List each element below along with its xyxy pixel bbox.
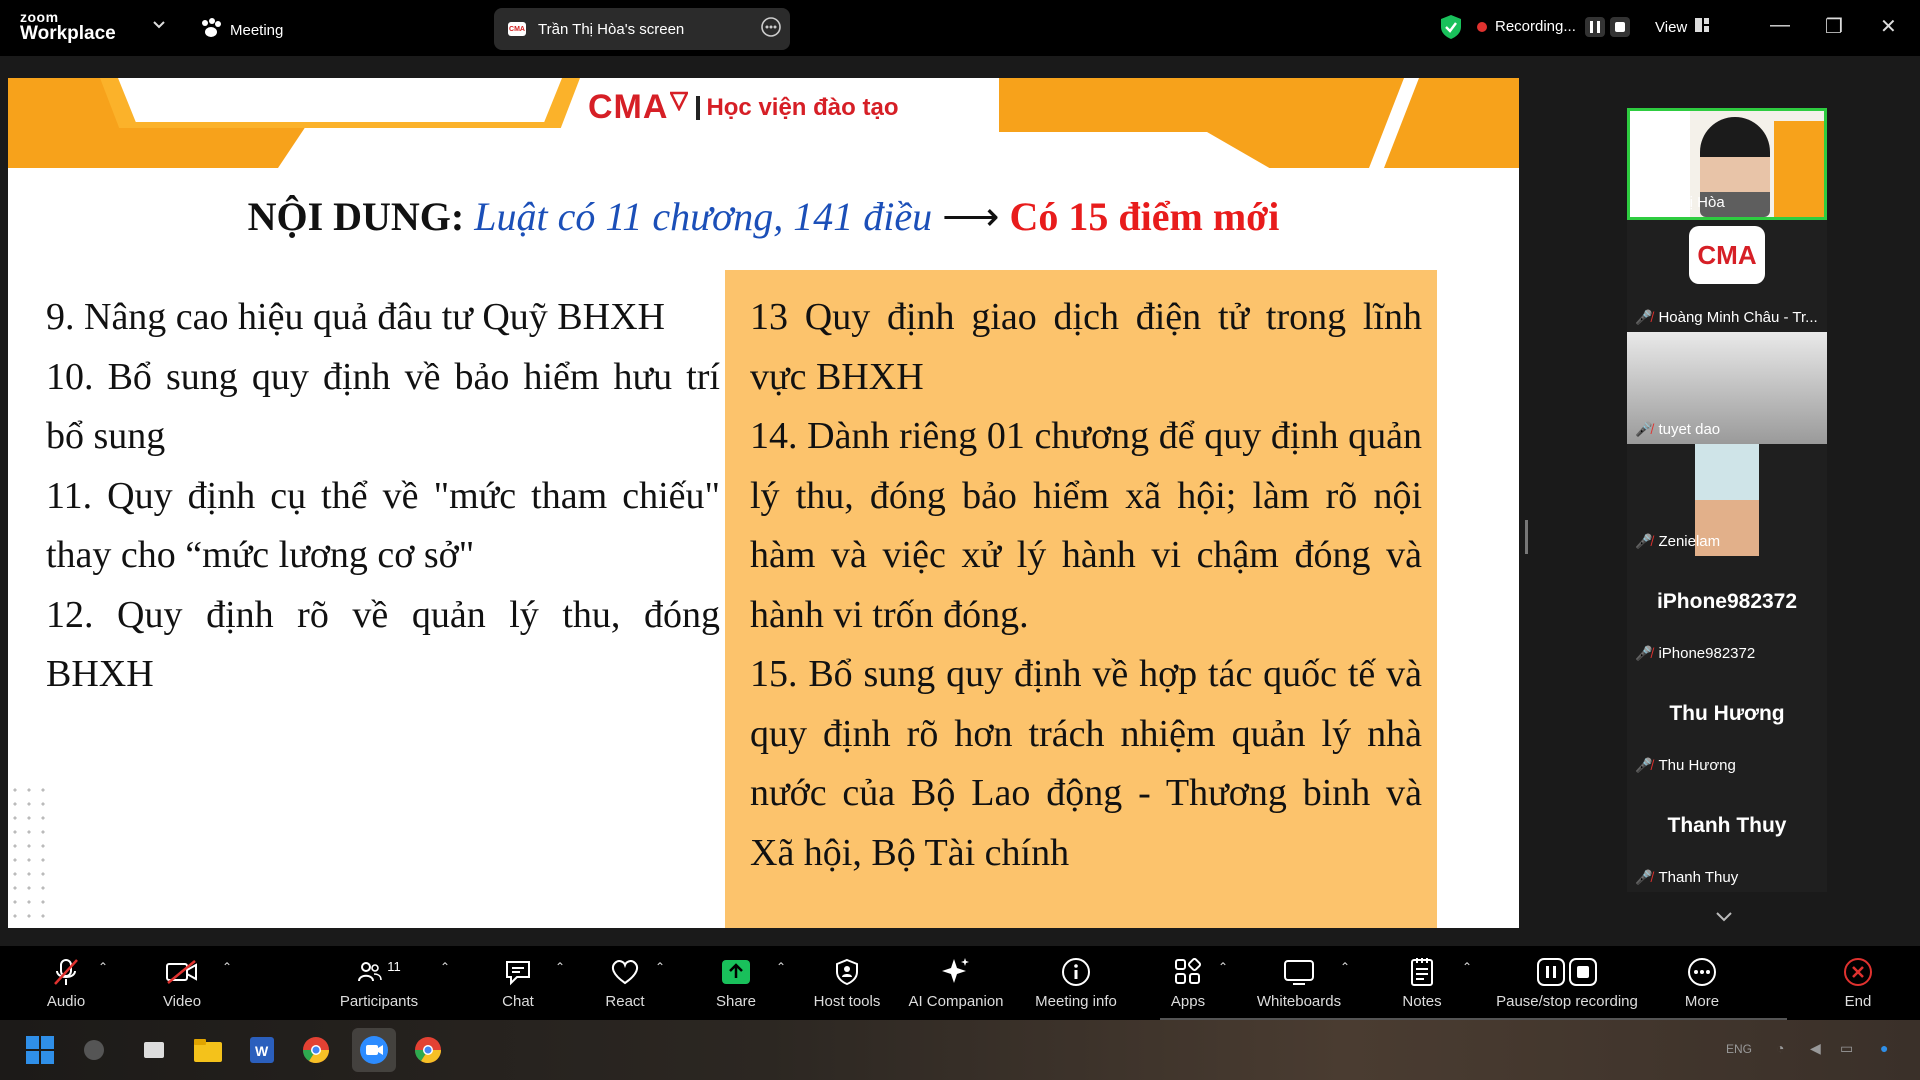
react-button[interactable] bbox=[605, 946, 645, 1020]
pause-recording-label: Pause/stop recording bbox=[1496, 992, 1638, 1010]
host-tools-label: Host tools bbox=[813, 992, 881, 1010]
slide-point: 14. Dành riêng 01 chương để quy định quản lý thu, đóng bảo hiểm xã hội; làm rõ nội hàm và việc xử lý hành vi chậm đóng và hành vi trốn đóng. bbox=[750, 415, 1422, 636]
info-icon bbox=[1061, 957, 1091, 987]
share-button[interactable] bbox=[716, 946, 756, 1020]
notes-options-caret-icon[interactable]: ⌃ bbox=[1462, 960, 1473, 974]
audio-label: Audio bbox=[46, 992, 86, 1010]
host-tools-button[interactable] bbox=[812, 946, 882, 1020]
apps-button[interactable] bbox=[1168, 946, 1208, 1020]
audio-button[interactable] bbox=[40, 946, 92, 1020]
participant-display-name: Thanh Thuy bbox=[1667, 814, 1787, 837]
notes-label: Notes bbox=[1402, 992, 1442, 1010]
decorative-dots bbox=[8, 783, 48, 923]
video-off-icon bbox=[165, 957, 199, 987]
whiteboards-button[interactable] bbox=[1256, 946, 1342, 1020]
panel-resize-handle[interactable] bbox=[1525, 520, 1528, 554]
shared-slide bbox=[8, 78, 1519, 928]
chat-button[interactable] bbox=[500, 946, 536, 1020]
chat-icon bbox=[504, 957, 532, 987]
ai-companion-label: AI Companion bbox=[908, 992, 1004, 1010]
pause-recording-icon[interactable] bbox=[1585, 17, 1605, 37]
slide-right-column bbox=[750, 288, 1422, 883]
participant-tile-active[interactable] bbox=[1627, 108, 1827, 220]
apps-label: Apps bbox=[1170, 992, 1206, 1010]
share-screen-icon bbox=[721, 957, 751, 987]
video-thumbnail bbox=[1774, 121, 1824, 217]
word-icon[interactable] bbox=[246, 1034, 278, 1066]
logo-line2: Workplace bbox=[20, 23, 116, 44]
minimize-icon[interactable]: — bbox=[1770, 14, 1790, 36]
participant-tile[interactable] bbox=[1627, 444, 1827, 556]
participant-name: 🎤̸ Zenielam bbox=[1635, 533, 1721, 550]
audio-options-caret-icon[interactable]: ⌃ bbox=[98, 960, 109, 974]
more-button[interactable] bbox=[1680, 946, 1724, 1020]
participant-name: 🎤̸ iPhone982372 bbox=[1635, 645, 1756, 662]
slide-band-right bbox=[999, 78, 1519, 168]
mic-muted-icon: 🎤̸ bbox=[1635, 757, 1653, 773]
share-label: Share bbox=[715, 992, 757, 1010]
scroll-down-chevron-icon[interactable] bbox=[1715, 906, 1733, 929]
participant-tile[interactable] bbox=[1627, 668, 1827, 780]
participants-button[interactable] bbox=[338, 946, 420, 1020]
more-options-icon[interactable] bbox=[760, 16, 782, 42]
meeting-info-label: Meeting info bbox=[1035, 992, 1117, 1010]
meeting-menu-button[interactable] bbox=[200, 18, 283, 42]
avatar: CMA bbox=[1689, 226, 1765, 284]
notification-icon[interactable]: ● bbox=[1880, 1040, 1889, 1056]
slide-point: 13 Quy định giao dịch điện tử trong lĩnh vực BHXH bbox=[750, 296, 1422, 398]
logo-separator bbox=[696, 96, 700, 120]
file-explorer-icon[interactable] bbox=[192, 1034, 224, 1066]
windows-taskbar bbox=[0, 1020, 1920, 1080]
notes-icon bbox=[1409, 957, 1435, 987]
zoom-workplace-logo bbox=[20, 10, 116, 43]
screen-share-indicator[interactable] bbox=[494, 8, 790, 50]
chevron-down-icon[interactable] bbox=[152, 20, 166, 30]
grid-view-icon bbox=[1695, 18, 1709, 36]
mic-muted-icon: 🎤̸ bbox=[1635, 533, 1653, 549]
participant-name: 🎤̸ Thanh Thuy bbox=[1635, 869, 1739, 886]
participant-display-name: Thu Hương bbox=[1669, 702, 1785, 725]
stop-recording-icon[interactable] bbox=[1610, 17, 1630, 37]
participant-name: Trần Thị Hòa bbox=[1638, 194, 1725, 211]
cma-mini-icon: CMA bbox=[508, 22, 526, 36]
more-icon bbox=[1687, 957, 1717, 987]
shield-check-icon[interactable] bbox=[1440, 14, 1462, 45]
battery-icon[interactable]: ▭ bbox=[1840, 1040, 1854, 1056]
chat-label: Chat bbox=[502, 992, 534, 1010]
chat-options-caret-icon[interactable]: ⌃ bbox=[555, 960, 566, 974]
title-prefix: NỘI DUNG: bbox=[247, 194, 465, 239]
svg-text:W: W bbox=[255, 1043, 269, 1059]
zoom-taskbar-icon[interactable] bbox=[352, 1028, 396, 1072]
meeting-label: Meeting bbox=[230, 21, 284, 39]
more-label: More bbox=[1684, 992, 1720, 1010]
cma-logo-text: CMA bbox=[588, 88, 669, 126]
mic-muted-icon: 🎤̸ bbox=[1635, 309, 1653, 325]
logo-line1: zoom bbox=[20, 9, 59, 25]
meeting-toolbar bbox=[0, 946, 1920, 1020]
whiteboards-label: Whiteboards bbox=[1256, 992, 1342, 1010]
participants-count: 11 bbox=[387, 959, 401, 974]
ai-companion-button[interactable] bbox=[908, 946, 1004, 1020]
slide-title bbox=[8, 193, 1519, 240]
cma-logo bbox=[588, 88, 898, 127]
recording-label: Recording... bbox=[1495, 18, 1576, 35]
whiteboards-options-caret-icon[interactable]: ⌃ bbox=[1340, 960, 1351, 974]
apps-icon bbox=[1174, 957, 1202, 987]
participant-name: 🎤̸ tuyet dao bbox=[1635, 421, 1721, 438]
end-button[interactable] bbox=[1838, 946, 1878, 1020]
paw-icon bbox=[200, 18, 222, 42]
windows-start-icon[interactable] bbox=[24, 1034, 56, 1066]
pause-stop-icon bbox=[1537, 957, 1597, 987]
participant-tile[interactable] bbox=[1627, 556, 1827, 668]
participant-name: 🎤̸ Hoàng Minh Châu - Tr... bbox=[1635, 309, 1818, 326]
slide-band-left-outline bbox=[100, 78, 580, 128]
slide-point: 15. Bổ sung quy định về hợp tác quốc tế và quy định rõ hơn trách nhiệm quản lý nhà nước của Bộ Lao động - Thương binh và Xã hội, Bộ Tài chính bbox=[750, 653, 1422, 874]
volume-icon[interactable]: ◀ bbox=[1810, 1040, 1821, 1056]
sparkle-icon bbox=[941, 957, 971, 987]
participants-options-caret-icon[interactable]: ⌃ bbox=[440, 960, 451, 974]
share-options-caret-icon[interactable]: ⌃ bbox=[776, 960, 787, 974]
video-label: Video bbox=[162, 992, 202, 1010]
slide-left-column bbox=[46, 288, 720, 705]
participants-label: Participants bbox=[339, 992, 419, 1010]
video-button[interactable] bbox=[160, 946, 204, 1020]
share-label: Trần Thị Hòa's screen bbox=[538, 20, 685, 38]
restore-icon[interactable]: ❐ bbox=[1825, 16, 1843, 38]
video-options-caret-icon[interactable]: ⌃ bbox=[222, 960, 233, 974]
participant-display-name: iPhone982372 bbox=[1656, 590, 1798, 613]
slide-point: 12. Quy định rõ về quản lý thu, đóng BHXH bbox=[46, 593, 720, 695]
pause-stop-recording-button[interactable] bbox=[1494, 946, 1640, 1020]
recording-indicator bbox=[1477, 18, 1576, 35]
cma-flag-icon bbox=[670, 91, 688, 111]
close-icon[interactable]: ✕ bbox=[1880, 16, 1897, 38]
view-label: View bbox=[1655, 18, 1688, 36]
chrome-profile-icon[interactable] bbox=[412, 1034, 444, 1066]
chrome-icon[interactable] bbox=[300, 1034, 332, 1066]
task-view-icon[interactable] bbox=[138, 1034, 170, 1066]
slide-point: 9. Nâng cao hiệu quả đâu tư Quỹ BHXH bbox=[46, 296, 665, 338]
network-icon[interactable]: ◔ bbox=[1776, 1040, 1785, 1056]
meeting-info-button[interactable] bbox=[1030, 946, 1122, 1020]
title-italic: Luật có 11 chương, 141 điều bbox=[474, 194, 933, 239]
participant-tile[interactable] bbox=[1627, 332, 1827, 444]
logo-subtitle: Học viện đào tạo bbox=[706, 93, 899, 121]
mic-muted-icon: 🎤̸ bbox=[1635, 421, 1653, 437]
slide-point: 10. Bổ sung quy định về bảo hiểm hưu trí bổ sung bbox=[46, 355, 720, 457]
participant-name: 🎤̸ Thu Hương bbox=[1635, 757, 1736, 774]
participants-icon bbox=[357, 957, 401, 987]
react-label: React bbox=[605, 992, 645, 1010]
participant-tile[interactable] bbox=[1627, 220, 1827, 332]
react-options-caret-icon[interactable]: ⌃ bbox=[655, 960, 666, 974]
title-highlight: Có 15 điểm mới bbox=[1009, 194, 1280, 239]
participant-panel bbox=[1627, 108, 1827, 898]
language-indicator[interactable]: ENG bbox=[1726, 1042, 1753, 1056]
end-call-icon bbox=[1843, 957, 1873, 987]
mic-muted-icon bbox=[51, 957, 81, 987]
title-arrow: ⟶ bbox=[942, 194, 1000, 239]
participant-tile[interactable] bbox=[1627, 780, 1827, 892]
heart-icon bbox=[610, 957, 640, 987]
top-bar bbox=[0, 0, 1920, 56]
apps-options-caret-icon[interactable]: ⌃ bbox=[1218, 960, 1229, 974]
end-label: End bbox=[1844, 992, 1872, 1010]
slide-point: 11. Quy định cụ thể về "mức tham chiếu" thay cho “mức lương cơ sở" bbox=[46, 474, 720, 576]
whiteboard-icon bbox=[1283, 957, 1315, 987]
view-button[interactable] bbox=[1655, 18, 1709, 36]
mic-muted-icon: 🎤̸ bbox=[1635, 645, 1653, 661]
notes-button[interactable] bbox=[1400, 946, 1444, 1020]
search-icon[interactable] bbox=[78, 1034, 110, 1066]
mic-muted-icon: 🎤̸ bbox=[1635, 869, 1653, 885]
recording-dot-icon bbox=[1477, 22, 1487, 32]
shield-icon bbox=[835, 957, 859, 987]
